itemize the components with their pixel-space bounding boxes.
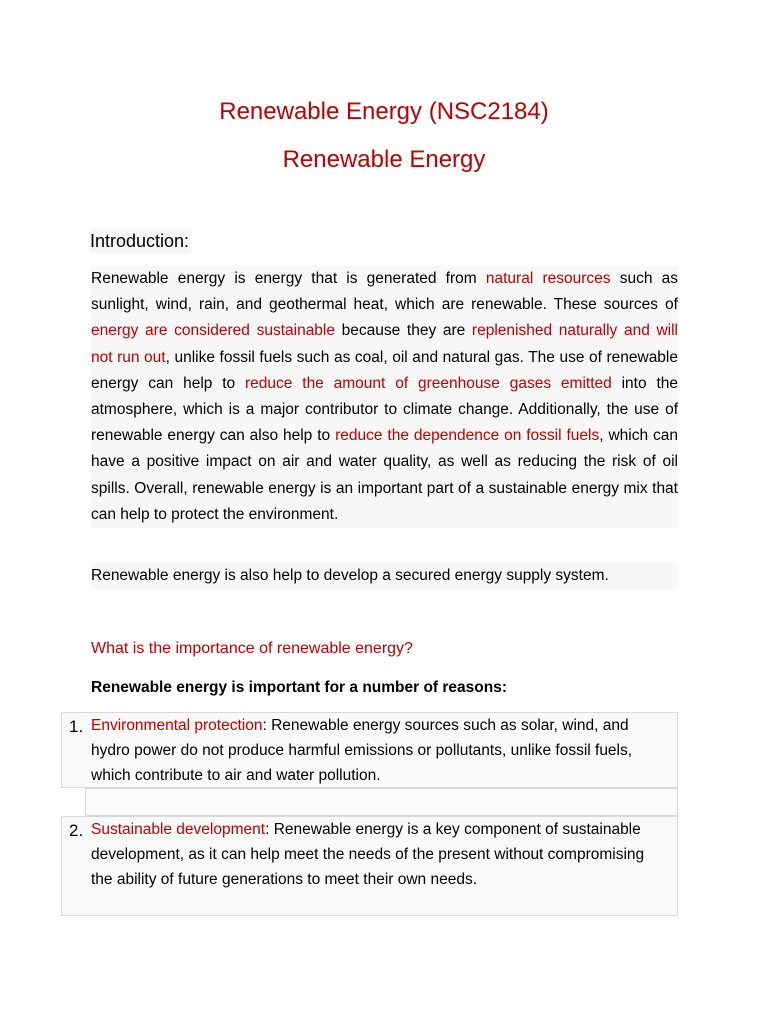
intro-text-segment: , which can have a positive impact on air and water quality, as well as reducing the risk of oil spills. Overall, renewable energy is an important part of a sustainable energy mix that can help to protect the environment.	[91, 427, 678, 523]
reason-description: : Renewable energy sources such as solar, wind, and hydro power do not produce harmful emissions or pollutants, unlike fossil fuels, which contribute to air and water pollution.	[91, 717, 633, 784]
reason-description: : Renewable energy is a key component of sustainable development, as it can help meet the needs of the present without compromising the ability of future generations to meet their own needs.	[91, 821, 645, 888]
reasons-lead: Renewable energy is important for a number of reasons:	[91, 679, 508, 696]
table-spacer-row	[85, 788, 678, 816]
reason-term: Sustainable development	[91, 821, 266, 838]
document-subtitle: Renewable Energy	[282, 146, 486, 173]
importance-question: What is the importance of renewable energy?	[91, 640, 413, 657]
intro-highlight-segment: natural resources	[485, 270, 611, 287]
list-number: 1.	[69, 717, 84, 736]
intro-heading: Introduction:	[90, 231, 190, 251]
reason-item-environmental	[61, 712, 678, 788]
intro-highlight-segment: energy are considered sustainable	[91, 322, 335, 340]
intro-text-segment: , unlike fossil fuels such as coal, oil and natural gas. The use of renewable energy can help to	[91, 348, 678, 392]
intro-highlight-segment: reduce the amount of greenhouse gases emitted	[245, 374, 612, 392]
intro-text-segment: Renewable energy is energy that is generated from	[91, 270, 486, 287]
document-title: Renewable Energy (NSC2184)	[219, 98, 549, 125]
intro-text-segment: into the atmosphere, which is a major contributor to climate change. Additionally, the use of renewable energy can also help to	[91, 374, 678, 445]
intro-text-segment: because they are	[335, 322, 472, 340]
secured-supply-paragraph: Renewable energy is also help to develop a secured energy supply system.	[91, 563, 678, 589]
list-number: 2.	[69, 821, 84, 840]
intro-paragraph	[91, 266, 678, 528]
intro-text-segment: such as sunlight, wind, rain, and geothermal heat, which are renewable. These sources of	[91, 270, 678, 314]
reason-text	[91, 713, 669, 788]
reason-text	[91, 817, 669, 892]
intro-highlight-segment: replenished naturally and will not run out	[91, 322, 678, 366]
reason-item-sustainable	[61, 816, 678, 916]
reason-term: Environmental protection	[91, 717, 263, 734]
intro-highlight-segment: reduce the dependence on fossil fuels	[335, 427, 600, 445]
